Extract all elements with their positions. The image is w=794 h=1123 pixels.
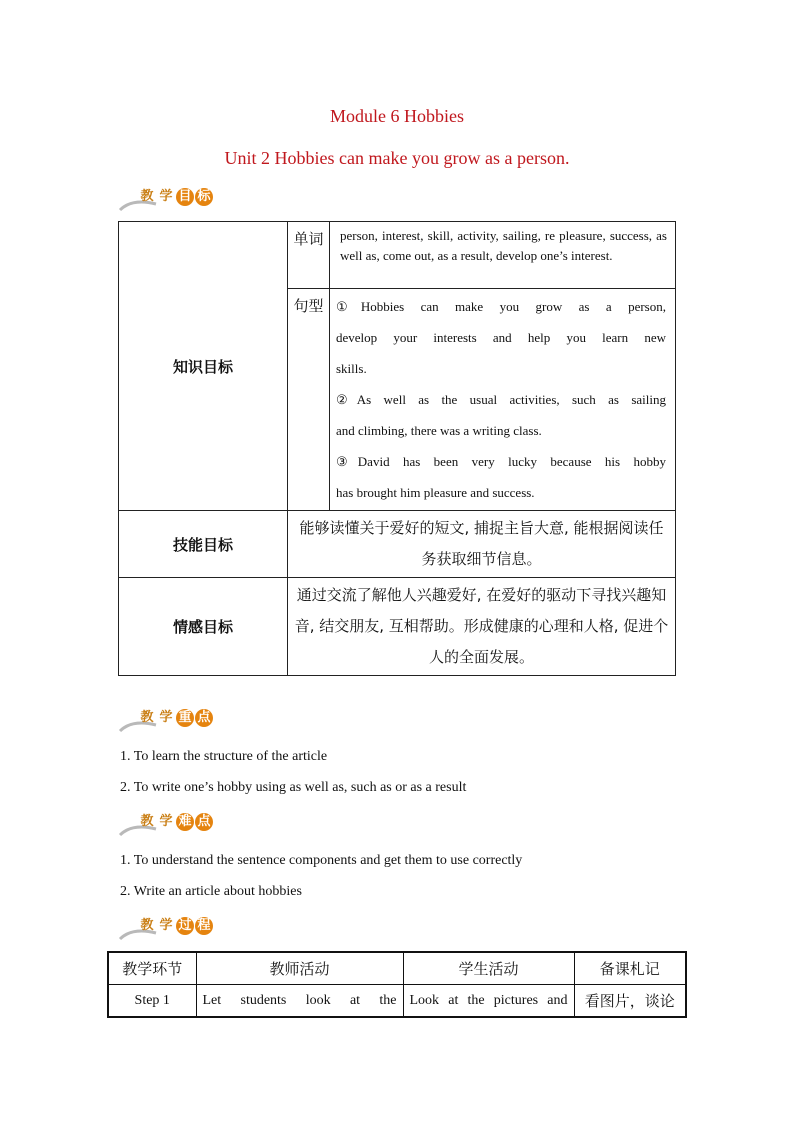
- unit-title: Unit 2 Hobbies can make you grow as a person.: [224, 148, 570, 168]
- difficulty-item: 1. To understand the sentence components and get them to use correctly: [120, 853, 523, 868]
- badge-char: 学: [159, 189, 173, 204]
- header-teacher: 教师活动: [196, 952, 403, 985]
- sentence-label: 句型: [288, 289, 330, 511]
- badge-char: 教: [140, 814, 154, 829]
- badge-char: 重: [176, 709, 194, 727]
- header-step: 教学环节: [108, 952, 196, 985]
- sentence-line: ②As well as the usual activities, such as sailing: [336, 392, 666, 407]
- module-title: Module 6 Hobbies: [330, 106, 464, 126]
- badge-char: 过: [176, 917, 194, 935]
- process-table: [107, 951, 687, 1018]
- difficulty-item: 2. Write an article about hobbies: [120, 884, 302, 899]
- sentence-list: [330, 289, 676, 511]
- key-points-badge: [118, 707, 228, 735]
- emotion-goal-label: 情感目标: [119, 578, 288, 676]
- badge-char: 点: [195, 709, 213, 727]
- sentence-line: and climbing, there was a writing class.: [336, 423, 542, 438]
- knowledge-goal-label: 知识目标: [119, 222, 288, 511]
- key-point-item: 2. To write one’s hobby using as well as, such as or as a result: [120, 780, 467, 795]
- vocab-label: 单词: [288, 222, 330, 289]
- badge-char: 目: [176, 188, 194, 206]
- badge-char: 学: [159, 814, 173, 829]
- sentence-line: has brought him pleasure and success.: [336, 485, 535, 500]
- skill-goal-text: 能够读懂关于爱好的短文, 捕捉主旨大意, 能根据阅读任务获取细节信息。: [288, 511, 676, 578]
- sentence-line: develop your interests and help you learn new: [336, 330, 666, 345]
- header-notes: 备课札记: [574, 952, 686, 985]
- objectives-badge: [118, 186, 228, 214]
- sentence-line: ③David has been very lucky because his hobby: [336, 454, 666, 469]
- sentence-line: skills.: [336, 361, 367, 376]
- badge-char: 点: [195, 813, 213, 831]
- teacher-activity-cell: Let students look at the: [196, 985, 403, 1018]
- notes-cell: 看图片，谈论: [574, 985, 686, 1018]
- key-point-item: 1. To learn the structure of the article: [120, 749, 328, 764]
- badge-char: 教: [140, 918, 154, 933]
- badge-char: 标: [195, 188, 213, 206]
- skill-goal-label: 技能目标: [119, 511, 288, 578]
- step-cell: Step 1: [108, 985, 196, 1018]
- badge-char: 学: [159, 918, 173, 933]
- badge-char: 学: [159, 710, 173, 725]
- header-student: 学生活动: [403, 952, 574, 985]
- objectives-table: [118, 221, 676, 676]
- difficulties-badge: [118, 811, 228, 839]
- badge-char: 程: [195, 917, 213, 935]
- process-badge: [118, 915, 228, 943]
- badge-char: 教: [140, 710, 154, 725]
- emotion-goal-text: 通过交流了解他人兴趣爱好, 在爱好的驱动下寻找兴趣知音, 结交朋友, 互相帮助。形成健康的心理和人格, 促进个人的全面发展。: [288, 578, 676, 676]
- sentence-line: ①Hobbies can make you grow as a person,: [336, 299, 666, 314]
- vocab-text: person, interest, skill, activity, sailing, re pleasure, success, as well as, come out, as a result, develop one’s interest.: [330, 222, 676, 289]
- student-activity-cell: Look at the pictures and: [403, 985, 574, 1018]
- badge-char: 教: [140, 189, 154, 204]
- badge-char: 难: [176, 813, 194, 831]
